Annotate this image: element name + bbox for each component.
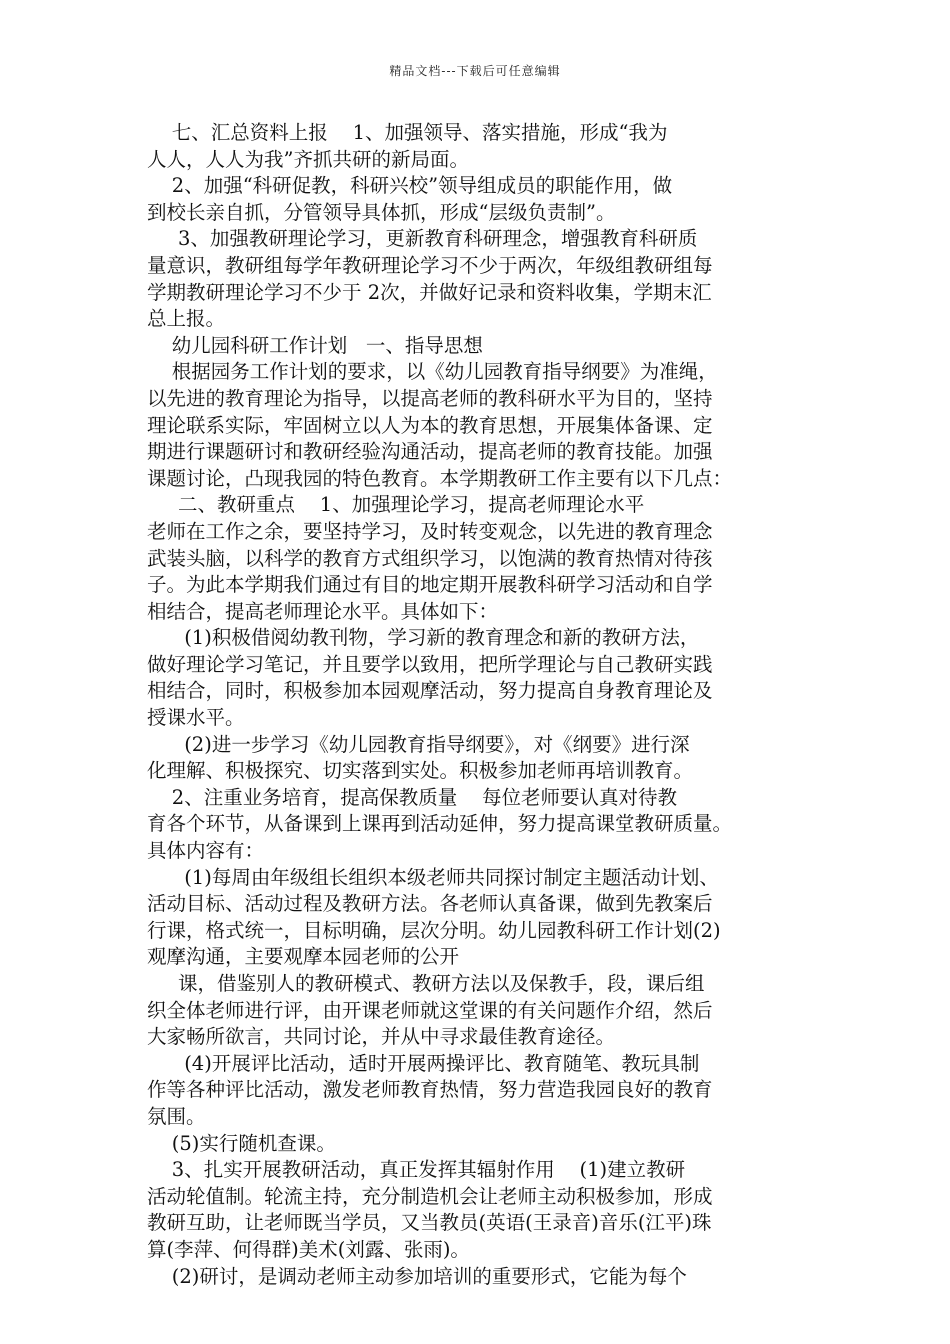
text-line: 行课，格式统一，目标明确，层次分明。幼儿园教科研工作计划(2) xyxy=(147,918,721,942)
text-line: 具体内容有： xyxy=(147,839,265,863)
text-line: 相结合，同时，积极参加本园观摩活动，努力提高自身教育理论及 xyxy=(147,679,713,703)
text-line: 化理解、积极探究、切实落到实处。积极参加老师再培训教育。 xyxy=(147,759,694,783)
text-line: 课题讨论，凸现我园的特色教育。本学期教研工作主要有以下几点： xyxy=(147,466,733,490)
text-line: (1)积极借阅幼教刊物，学习新的教育理念和新的教研方法， xyxy=(147,626,700,650)
text-line: 氛围。 xyxy=(147,1104,206,1128)
text-line: 活动目标、活动过程及教研方法。各老师认真备课，做到先教案后 xyxy=(147,892,713,916)
text-line: (2)研讨，是调动老师主动参加培训的重要形式，它能为每个 xyxy=(147,1264,687,1288)
text-line: (4)开展评比活动，适时开展两操评比、教育随笔、教玩具制 xyxy=(147,1051,700,1075)
page-header: 精品文档---下载后可任意编辑 xyxy=(389,64,561,78)
text-line: 子。为此本学期我们通过有目的地定期开展教科研学习活动和自学 xyxy=(147,573,713,597)
text-line: 到校长亲自抓，分管领导具体抓，形成“层级负责制”。 xyxy=(147,200,616,224)
text-line: 育各个环节，从备课到上课再到活动延伸，努力提高课堂教研质量。 xyxy=(147,812,733,836)
text-line: 人人，人人为我”齐抓共研的新局面。 xyxy=(147,147,469,171)
text-line: 武装头脑，以科学的教育方式组织学习，以饱满的教育热情对待孩 xyxy=(147,546,713,570)
text-line: 总上报。 xyxy=(147,307,226,331)
text-line: 3、扎实开展教研活动，真正发挥其辐射作用 (1)建立教研 xyxy=(147,1158,686,1182)
text-line: 授课水平。 xyxy=(147,706,245,730)
text-line: 理论联系实际，牢固树立以人为本的教育思想，开展集体备课、定 xyxy=(147,413,713,437)
text-line: 大家畅所欲言，共同讨论，并从中寻求最佳教育途径。 xyxy=(147,1025,616,1049)
text-line: 作等各种评比活动，激发老师教育热情，努力营造我园良好的教育 xyxy=(147,1078,713,1102)
text-line: 量意识，教研组每学年教研理论学习不少于两次，年级组教研组每 xyxy=(147,253,713,277)
text-line: 教研互助，让老师既当学员，又当教员(英语(王录音)音乐(江平)珠 xyxy=(147,1211,712,1235)
text-line: 根据园务工作计划的要求，以《幼儿园教育指导纲要》为准绳， xyxy=(147,360,718,384)
text-line: (5)实行随机查课。 xyxy=(147,1131,336,1155)
text-line: 相结合，提高老师理论水平。具体如下： xyxy=(147,599,499,623)
text-line: 幼儿园科研工作计划 一、指导思想 xyxy=(147,333,483,357)
text-line: (1)每周由年级组长组织本级老师共同探讨制定主题活动计划、 xyxy=(147,865,719,889)
text-line: 学期教研理论学习不少于 2次，并做好记录和资料收集，学期末汇 xyxy=(147,280,712,304)
text-line: (2)进一步学习《幼儿园教育指导纲要》，对《纲要》进行深 xyxy=(147,732,690,756)
text-line: 七、汇总资料上报 1、加强领导、落实措施，形成“我为 xyxy=(147,121,668,144)
text-line: 活动轮值制。轮流主持，充分制造机会让老师主动积极参加，形成 xyxy=(147,1184,713,1208)
text-line: 2、加强“科研促教，科研兴校”领导组成员的职能作用，做 xyxy=(147,174,673,198)
text-line: 织全体老师进行评，由开课老师就这堂课的有关问题作介绍，然后 xyxy=(147,998,713,1022)
text-line: 期进行课题研讨和教研经验沟通活动，提高老师的教育技能。加强 xyxy=(147,440,713,464)
document-body xyxy=(147,120,807,1290)
text-line: 做好理论学习笔记，并且要学以致用，把所学理论与自己教研实践 xyxy=(147,652,713,676)
text-line: 课，借鉴别人的教研模式、教研方法以及保教手，段，课后组 xyxy=(147,972,705,995)
text-line: 3、加强教研理论学习，更新教育科研理念，增强教育科研质 xyxy=(147,227,698,251)
text-line: 观摩沟通，主要观摩本园老师的公开 xyxy=(147,945,460,969)
text-line: 以先进的教育理论为指导，以提高老师的教科研水平为目的，坚持 xyxy=(147,386,713,410)
text-line: 算(李萍、何得群)美术(刘露、张雨)。 xyxy=(147,1237,470,1261)
text-line: 2、注重业务培育，提高保教质量 每位老师要认真对待教 xyxy=(147,785,677,809)
text-line: 二、教研重点 1、加强理论学习，提高老师理论水平 xyxy=(147,493,645,517)
text-line: 老师在工作之余，要坚持学习，及时转变观念，以先进的教育理念 xyxy=(147,519,713,543)
